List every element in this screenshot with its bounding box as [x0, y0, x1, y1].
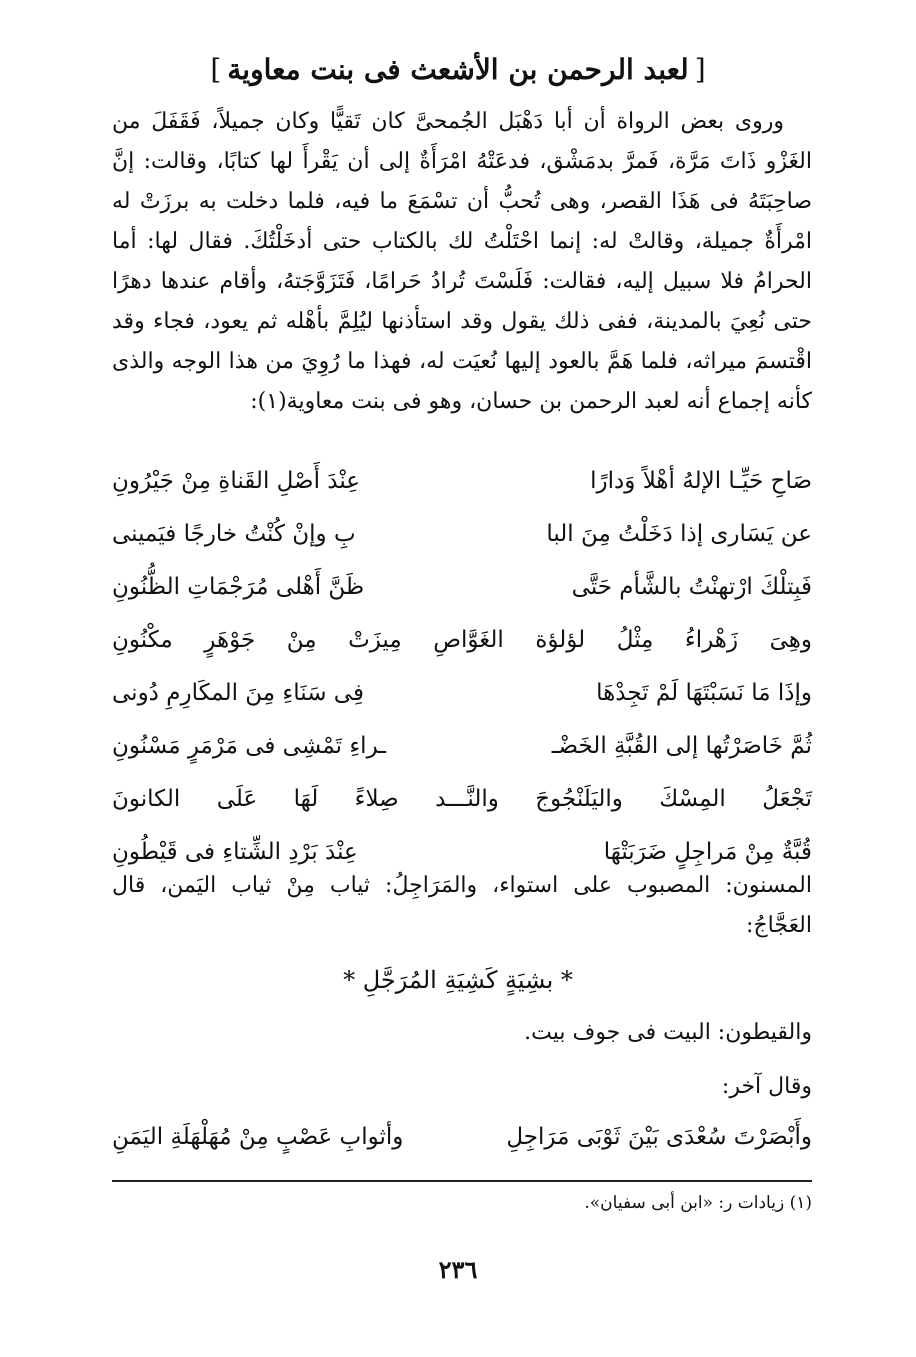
- verse-line: [112, 667, 812, 720]
- verse-second-hemistich: فِى سَنَاءِ مِنَ المكَارِمِ دُونى: [112, 680, 364, 706]
- gloss-text: المسنون: المصبوب على استواء، والمَرَاجِلُ: ثياب مِنْ ثياب اليَمن، قال العَجَّاجُ:: [112, 873, 812, 938]
- verse-first-hemistich: عن يَسَارى إذا دَخَلْتُ مِنَ البا: [546, 521, 812, 547]
- footnote: (١) زيادات ر: «ابن أبى سفيان».: [584, 1193, 812, 1213]
- verse-second-hemistich: ظَنَّ أَهْلى مُرَجْمَاتِ الظُّنُونِ: [112, 574, 365, 600]
- definition-line: والقيطون: البيت فى جوف بيت.: [524, 1020, 812, 1045]
- running-header: [0, 52, 916, 88]
- verse-first-hemistich: صَاحِ حَيِّـا الإلهُ أهْلاً وَدارًا: [590, 468, 812, 494]
- verse-second-hemistich: عِنْدَ بَرْدِ الشِّتاءِ فى قَيْطُونِ: [112, 839, 358, 865]
- header-close-bracket: ]: [210, 53, 222, 86]
- quoted-hemistich: * بشِيَةٍ كَشِيَةِ المُرَجَّلِ *: [343, 966, 573, 994]
- paragraph-text: وروى بعض الرواة أن أبا دَهْبَل الجُمحىَّ كان تَقيًّا وكان جميلاً، فَقَفَلَ من الغَزْو ذَاتَ مَرَّة، فَمرَّ بدمَشْق، فدعَتْهُ امْرَأَةٌ إلى أن يَقْرأَ لها كتابًا، وقالت: إنَّ صاحِبَتَهُ فى هَذَا القصر، وهى تُحبُّ أن تسْمَعَ ما فيه، فلما دخلت به برزَتْ له امْرأَةٌ جميلة، وقالتْ له: إنما احْتَلْتُ لك بالكتاب حتى أدخَلْتُكَ. فقال لها: أما الحرامُ فلا سبيل إليه، فقالت: فَلَسْتَ تُرادُ حَرامًا، فَتَزَوَّجَتهُ، وأقام عندها دهرًا حتى نُعِيَ بالمدينة، ففى ذلك يقول وقد استأذنها ليُلِمَّ بأهْله ثم يعود، فجاء وقد اقْتسمَ ميراثه، فلما هَمَّ بالعود إليها نُعيَت له، فهذا ما رُوِيَ من هذا الوجه والذى كأنه إجماع أنه لعبد الرحمن بن حسان، وهو فى بنت معاوية(١):: [112, 109, 812, 414]
- verse-whole: وهِىَ زَهْراءُ مِثْلُ لؤلؤة الغَوَّاصِ مِيزَتْ مِنْ جَوْهَرٍ مكْنُونِ: [112, 627, 812, 653]
- verse-line: [112, 614, 812, 667]
- verse-second-hemistich: ـراءِ تَمْشِى فى مَرْمَرٍ مَسْنُونِ: [112, 733, 387, 759]
- verse-second-hemistich: وأثوابِ عَصْبٍ مِنْ مُهَلْهَلَةِ اليَمَنِ: [112, 1124, 404, 1150]
- narrative-paragraph: [112, 102, 812, 422]
- verse-line: [112, 720, 812, 773]
- verse-first-hemistich: قُبَّةٌ مِنْ مَراجِلٍ ضَرَبَتْهَا: [603, 839, 812, 865]
- verse-line: [112, 561, 812, 614]
- verse-whole: تَجْعَلُ المِسْكَ واليَلَنْجُوجَ والنَّـــد صِلاءً لَهَا عَلَى الكانونَ: [112, 786, 812, 812]
- poem-verses: [112, 455, 812, 879]
- verse-first-hemistich: وأَبْصَرْتَ سُعْدَى بَيْنَ ثَوْبَى مَرَاجِلِ: [506, 1124, 812, 1150]
- verse-first-hemistich: ثُمَّ خَاصَرْتُها إلى القُبَّةِ الخَضْـ: [551, 733, 812, 759]
- verse-second-hemistich: بِ وإنْ كُنْتُ خارجًا فيَمينى: [112, 521, 356, 547]
- verse-first-hemistich: فَبِتلْكَ ارْتهنْتُ بالشَّأم حَتَّى: [571, 574, 812, 600]
- header-title: لعبد الرحمن بن الأشعث فى بنت معاوية: [227, 53, 689, 86]
- another-said-line: وقال آخر:: [721, 1074, 812, 1099]
- verse-line: [112, 455, 812, 508]
- gloss-paragraph: [112, 866, 812, 946]
- header-open-bracket: [: [694, 53, 706, 86]
- verse-second-hemistich: عِنْدَ أَصْلِ القَناةِ مِنْ جَيْرُونِ: [112, 468, 361, 494]
- verse-line: [112, 1112, 812, 1162]
- verse-line: [112, 508, 812, 561]
- footnote-divider: [112, 1180, 812, 1182]
- page-number: ٢٣٦: [438, 1255, 478, 1284]
- verse-first-hemistich: وإذَا مَا نَسَبْتَهَا لَمْ تَجِدْهَا: [596, 680, 812, 706]
- verse-line: [112, 773, 812, 826]
